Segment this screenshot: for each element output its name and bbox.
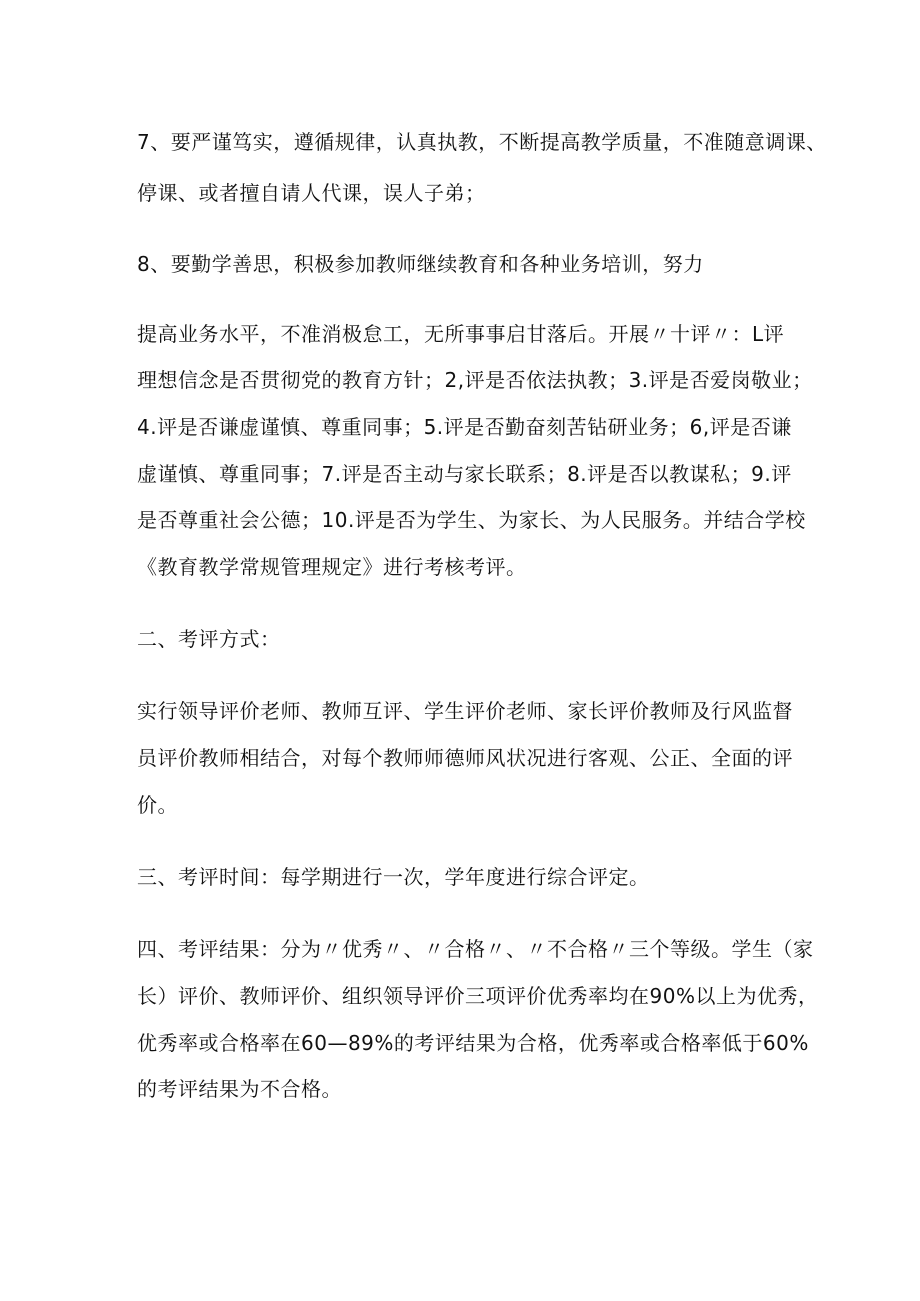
section-2-heading: 二、考评方式：: [137, 627, 281, 651]
section-4-line-4: 的考评结果为不合格。: [137, 1077, 342, 1101]
section-4-line-2: 长）评价、教师评价、组织领导评价三项评价优秀率均在90%以上为优秀，: [137, 984, 819, 1008]
ten-evaluations-line-1: 提高业务水平，不准消极怠工，无所事事启甘落后。开展〃十评〃：L评: [137, 322, 785, 346]
ten-evaluations-line-2: 理想信念是否贯彻党的教育方针；2,评是否依法执教；3.评是否爱岗敬业；: [137, 368, 813, 392]
section-4-line-1: 四、考评结果：分为〃优秀〃、〃合格〃、〃不合格〃三个等级。学生（家: [137, 937, 814, 961]
paragraph-7-line-2: 停课、或者擅自请人代课，误人子弟；: [137, 181, 486, 205]
section-2-line-2: 员评价教师相结合，对每个教师师德师风状况进行客观、公正、全面的评: [137, 746, 793, 770]
section-4-line-3: 优秀率或合格率在60—89%的考评结果为合格，优秀率或合格率低于60%: [137, 1031, 809, 1055]
section-2-line-1: 实行领导评价老师、教师互评、学生评价老师、家长评价教师及行风监督: [137, 699, 793, 723]
ten-evaluations-line-5: 是否尊重社会公德；10.评是否为学生、为家长、为人民服务。并结合学校: [137, 508, 806, 532]
ten-evaluations-line-6: 《教育教学常规管理规定》进行考核考评。: [137, 555, 527, 579]
ten-evaluations-line-3: 4.评是否谦虚谨慎、尊重同事；5.评是否勤奋刻苦钻研业务；6,评是否谦: [137, 415, 792, 439]
ten-evaluations-line-4: 虚谨慎、尊重同事；7.评是否主动与家长联系；8.评是否以教谋私；9.评: [137, 462, 792, 486]
paragraph-8-line-1: 8、要勤学善思，积极参加教师继续教育和各种业务培训，努力: [137, 252, 704, 276]
paragraph-7-line-1: 7、要严谨笃实，遵循规律，认真执教，不断提高教学质量，不准随意调课、: [137, 130, 827, 154]
section-2-line-3: 价。: [137, 793, 178, 817]
section-3-line-1: 三、考评时间：每学期进行一次，学年度进行综合评定。: [137, 865, 650, 889]
